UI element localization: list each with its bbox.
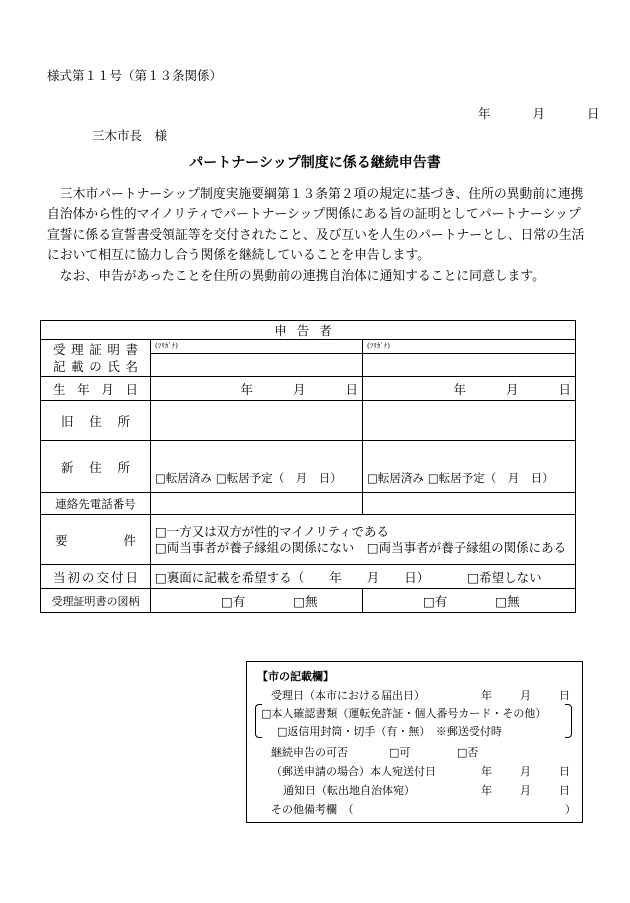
date-day: 日 (586, 106, 600, 121)
remarks-label: その他備考欄 （ (271, 803, 354, 816)
pattern-has-1[interactable]: □有 (220, 593, 246, 609)
date-year: 年 (478, 106, 491, 121)
name-field-2[interactable] (363, 354, 576, 377)
moved-planned-checkbox-2[interactable]: □転居予定（ 月 日） (427, 471, 554, 485)
phone-label: 連絡先電話番号 (41, 493, 151, 515)
old-address-field-1[interactable] (151, 401, 363, 441)
table-header: 申告者 (41, 321, 576, 340)
name-label: 受理証明書 記載の氏名 (41, 340, 151, 377)
bracket-right (565, 704, 572, 738)
furigana-field-2[interactable]: (ﾌﾘｶﾞﾅ) (363, 340, 576, 354)
issue-date-label: 当初の交付日 (41, 565, 151, 589)
office-box-title: 【市の記載欄】 (257, 670, 334, 683)
birthdate-label: 生年月日 (41, 377, 151, 401)
phone-field-1[interactable] (151, 493, 363, 515)
issue-option-2[interactable]: □希望しない (467, 569, 542, 585)
form-number: 様式第１１号（第１３条関係） (47, 68, 223, 83)
moved-done-checkbox[interactable]: □転居済み (155, 471, 212, 485)
declarant-table (40, 320, 576, 613)
notice-date-label: 通知日（転出地自治体宛） (283, 784, 415, 797)
req-option-1[interactable]: □一方又は双方が性的マイノリティである (155, 523, 390, 539)
continuation-label: 継続申告の可否 (271, 746, 348, 759)
addressee: 三木市長 様 (92, 128, 168, 143)
submission-date (478, 104, 599, 122)
birthdate-field-1[interactable]: 年 月 日 (151, 377, 363, 401)
pattern-has-2[interactable]: □有 (422, 593, 448, 609)
moved-done-checkbox-2[interactable]: □転居済み (367, 471, 424, 485)
pattern-field-1 (151, 589, 363, 613)
declaration-text (47, 185, 592, 287)
remarks-close: ） (565, 803, 576, 816)
notice-date-field[interactable]: 年 月 日 (481, 784, 570, 797)
furigana-field-1[interactable]: (ﾌﾘｶﾞﾅ) (151, 340, 363, 354)
req-option-3[interactable]: □両当事者が養子縁組の関係にある (366, 539, 567, 555)
mail-sent-label: （郵送申請の場合）本人宛送付日 (271, 765, 436, 778)
req-option-2[interactable]: □両当事者が養子縁組の関係にない (155, 539, 355, 555)
birthdate-field-2[interactable]: 年 月 日 (363, 377, 576, 401)
requirements-options (151, 515, 576, 565)
pattern-none-1[interactable]: □無 (293, 593, 318, 609)
moved-planned-checkbox[interactable]: □転居予定（ 月 日） (215, 471, 342, 485)
new-address-field-2[interactable] (363, 441, 576, 493)
phone-field-2[interactable] (363, 493, 576, 515)
issue-date-options (151, 565, 576, 589)
pattern-label: 受理証明書の図柄 (41, 589, 151, 613)
declaration-paragraph-2: なお、申告があったことを住所の異動前の連携自治体に通知することに同意します。 (59, 268, 545, 284)
name-field-1[interactable] (151, 354, 363, 377)
continuation-no-checkbox[interactable]: □否 (457, 746, 479, 759)
received-date-field[interactable]: 年 月 日 (481, 689, 570, 702)
requirements-label: 要件 (41, 515, 151, 565)
return-envelope-checkbox[interactable]: □返信用封筒・切手（有・無） ※郵送受付時 (277, 725, 502, 738)
mail-sent-date-field[interactable]: 年 月 日 (481, 765, 570, 778)
id-docs-checkbox[interactable]: □本人確認書類（運転免許証・個人番号カード・その他） (261, 707, 547, 720)
document-title: パートナーシップ制度に係る継続申告書 (189, 155, 441, 171)
date-month: 月 (532, 106, 545, 121)
old-address-label: 旧住所 (41, 401, 151, 441)
office-use-box (246, 661, 583, 823)
old-address-field-2[interactable] (363, 401, 576, 441)
new-address-field-1[interactable] (151, 441, 363, 493)
pattern-none-2[interactable]: □無 (495, 593, 520, 609)
issue-option-1[interactable]: □裏面に記載を希望する（ 年 月 日） (155, 569, 430, 585)
continuation-ok-checkbox[interactable]: □可 (389, 746, 411, 759)
new-address-label: 新住所 (41, 441, 151, 493)
declaration-paragraph-1: 三木市パートナーシップ制度実施要綱第１３条第２項の規定に基づき、住所の異動前に連携自治体から性的マイノリティでパートナーシップ関係にある旨の証明としてパートナーシップ宣誓に係る宣誓書受領証等を交付されたこと、及び互いを人生のパートナーとし、日常の生活において相互に協力し合う関係を継続していることを申告します。 (47, 187, 585, 264)
received-date-label: 受理日（本市における届出日） (271, 689, 425, 702)
pattern-field-2 (363, 589, 576, 613)
